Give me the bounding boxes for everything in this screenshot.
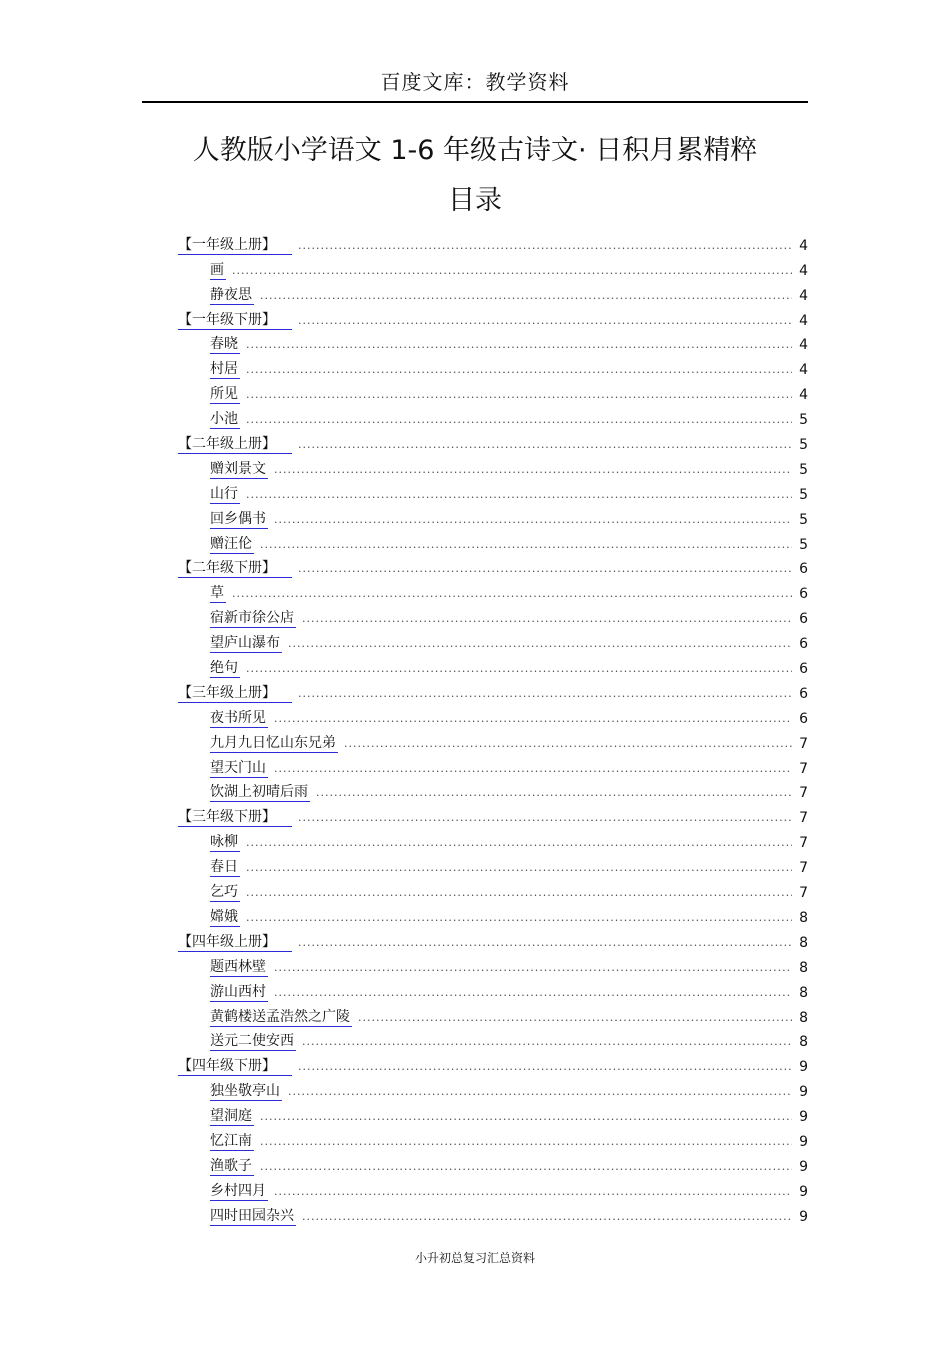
toc-entry-link[interactable]: 回乡偶书 — [210, 510, 266, 527]
toc-dot-leader — [246, 361, 792, 379]
toc-section-row — [178, 927, 808, 952]
toc-entry-link[interactable]: 游山西村 — [210, 983, 266, 1000]
toc-page-number: 7 — [799, 810, 808, 827]
toc-dot-leader — [274, 461, 792, 479]
toc-section-link[interactable]: 【一年级下册】 — [178, 311, 292, 330]
toc-entry-link[interactable]: 独坐敬亭山 — [210, 1083, 280, 1100]
toc-page-number: 4 — [799, 237, 808, 254]
toc-entry-row — [178, 753, 808, 778]
toc-dot-leader — [274, 959, 792, 977]
toc-entry-row — [178, 728, 808, 753]
toc-page-number: 8 — [799, 1009, 808, 1026]
toc-entry-link[interactable]: 绝句 — [210, 660, 238, 677]
toc-dot-leader — [316, 784, 792, 802]
toc-entry-row — [178, 1027, 808, 1052]
toc-entry-link[interactable]: 小池 — [210, 411, 238, 428]
toc-entry-row — [178, 404, 808, 429]
toc-section-row — [178, 1051, 808, 1076]
toc-dot-leader — [288, 635, 792, 653]
toc-dot-leader — [246, 336, 792, 354]
toc-page-number: 9 — [799, 1158, 808, 1175]
toc-entry-row — [178, 952, 808, 977]
toc-page-number: 5 — [799, 437, 808, 454]
toc-dot-leader — [246, 411, 792, 429]
toc-entry-row — [178, 653, 808, 678]
page-header: 百度文库：教学资料 — [380, 70, 570, 94]
toc-entry-link[interactable]: 乡村四月 — [210, 1182, 266, 1199]
toc-dot-leader — [274, 1183, 792, 1201]
toc-page-number: 9 — [799, 1109, 808, 1126]
toc-dot-leader — [260, 1158, 792, 1176]
toc-entry-row — [178, 628, 808, 653]
toc-dot-leader — [246, 884, 792, 902]
toc-page-number: 6 — [799, 710, 808, 727]
toc-entry-row — [178, 603, 808, 628]
toc-page-number: 9 — [799, 1208, 808, 1225]
toc-entry-row — [178, 1151, 808, 1176]
toc-page-number: 9 — [799, 1084, 808, 1101]
toc-entry-link[interactable]: 赠汪伦 — [210, 535, 252, 552]
toc-entry-row — [178, 504, 808, 529]
toc-page-number: 6 — [799, 685, 808, 702]
toc-entry-row — [178, 1002, 808, 1027]
toc-page-number: 6 — [799, 586, 808, 603]
toc-page-number: 9 — [799, 1183, 808, 1200]
toc-section-row — [178, 554, 808, 579]
toc-dot-leader — [274, 984, 792, 1002]
toc-dot-leader — [246, 859, 792, 877]
toc-entry-link[interactable]: 饮湖上初晴后雨 — [210, 784, 308, 801]
toc-entry-link[interactable]: 题西林壁 — [210, 958, 266, 975]
toc-entry-row — [178, 1126, 808, 1151]
toc-section-link[interactable]: 【二年级上册】 — [178, 435, 292, 454]
toc-section-row — [178, 429, 808, 454]
toc-entry-link[interactable]: 春晓 — [210, 336, 238, 353]
toc-entry-link[interactable]: 草 — [210, 585, 224, 602]
table-of-contents — [178, 230, 808, 1226]
toc-dot-leader — [260, 1108, 792, 1126]
toc-section-row — [178, 802, 808, 827]
toc-entry-link[interactable]: 咏柳 — [210, 834, 238, 851]
toc-heading: 目录 — [448, 185, 502, 216]
toc-entry-link[interactable]: 画 — [210, 261, 224, 278]
toc-page-number: 7 — [799, 785, 808, 802]
toc-page-number: 7 — [799, 885, 808, 902]
toc-entry-row — [178, 255, 808, 280]
toc-dot-leader — [344, 735, 792, 753]
toc-section-row — [178, 678, 808, 703]
toc-entry-row — [178, 1101, 808, 1126]
toc-entry-link[interactable]: 乞巧 — [210, 884, 238, 901]
toc-page-number: 7 — [799, 860, 808, 877]
toc-page-number: 4 — [799, 312, 808, 329]
toc-dot-leader — [260, 287, 792, 305]
toc-dot-leader — [232, 262, 792, 280]
toc-dot-leader — [274, 511, 792, 529]
document-title: 人教版小学语文 1-6 年级古诗文· 日积月累精粹 — [192, 135, 758, 166]
toc-page-number: 5 — [799, 511, 808, 528]
toc-page-number: 8 — [799, 934, 808, 951]
toc-entry-link[interactable]: 渔歌子 — [210, 1157, 252, 1174]
toc-entry-row — [178, 877, 808, 902]
toc-entry-row — [178, 454, 808, 479]
toc-page-number: 7 — [799, 760, 808, 777]
toc-dot-leader — [288, 1083, 792, 1101]
toc-dot-leader — [302, 610, 792, 628]
toc-entry-row — [178, 280, 808, 305]
toc-page-number: 8 — [799, 909, 808, 926]
toc-page-number: 9 — [799, 1059, 808, 1076]
toc-dot-leader — [246, 486, 792, 504]
toc-page-number: 5 — [799, 412, 808, 429]
toc-entry-row — [178, 529, 808, 554]
toc-entry-link[interactable]: 春日 — [210, 859, 238, 876]
toc-section-link[interactable]: 【三年级上册】 — [178, 684, 292, 703]
toc-dot-leader — [298, 1058, 792, 1076]
toc-dot-leader — [302, 1033, 792, 1051]
toc-section-row — [178, 305, 808, 330]
toc-page-number: 8 — [799, 959, 808, 976]
toc-section-link[interactable]: 【二年级下册】 — [178, 559, 292, 578]
toc-entry-link[interactable]: 赠刘景文 — [210, 460, 266, 477]
toc-section-link[interactable]: 【一年级上册】 — [178, 236, 292, 255]
toc-dot-leader — [260, 1133, 792, 1151]
toc-page-number: 7 — [799, 835, 808, 852]
toc-dot-leader — [246, 909, 792, 927]
toc-dot-leader — [246, 660, 792, 678]
toc-page-number: 8 — [799, 1034, 808, 1051]
toc-page-number: 6 — [799, 636, 808, 653]
toc-page-number: 6 — [799, 561, 808, 578]
toc-dot-leader — [246, 834, 792, 852]
toc-entry-link[interactable]: 夜书所见 — [210, 709, 266, 726]
toc-entry-link[interactable]: 黄鹤楼送孟浩然之广陵 — [210, 1008, 350, 1025]
toc-entry-link[interactable]: 望天门山 — [210, 759, 266, 776]
header-divider — [142, 101, 808, 103]
toc-entry-row — [178, 1201, 808, 1226]
toc-dot-leader — [298, 237, 792, 255]
toc-dot-leader — [232, 585, 792, 603]
toc-entry-link[interactable]: 九月九日忆山东兄弟 — [210, 734, 336, 751]
toc-entry-link[interactable]: 嫦娥 — [210, 908, 238, 925]
toc-page-number: 4 — [799, 387, 808, 404]
toc-dot-leader — [298, 560, 792, 578]
toc-dot-leader — [302, 1208, 792, 1226]
toc-entry-row — [178, 902, 808, 927]
toc-dot-leader — [298, 685, 792, 703]
toc-dot-leader — [274, 760, 792, 778]
toc-entry-link[interactable]: 忆江南 — [210, 1132, 252, 1149]
toc-page-number: 6 — [799, 661, 808, 678]
toc-page-number: 9 — [799, 1133, 808, 1150]
toc-dot-leader — [298, 312, 792, 330]
toc-page-number: 4 — [799, 362, 808, 379]
toc-entry-row — [178, 330, 808, 355]
toc-entry-link[interactable]: 送元二使安西 — [210, 1033, 294, 1050]
toc-page-number: 7 — [799, 735, 808, 752]
toc-entry-link[interactable]: 山行 — [210, 485, 238, 502]
toc-dot-leader — [298, 436, 792, 454]
toc-dot-leader — [298, 809, 792, 827]
toc-entry-row — [178, 1176, 808, 1201]
toc-entry-link[interactable]: 望庐山瀑布 — [210, 635, 280, 652]
toc-section-link[interactable]: 【三年级下册】 — [178, 808, 292, 827]
toc-entry-row — [178, 379, 808, 404]
toc-entry-link[interactable]: 宿新市徐公店 — [210, 610, 294, 627]
toc-entry-row — [178, 1076, 808, 1101]
toc-entry-link[interactable]: 静夜思 — [210, 286, 252, 303]
toc-entry-link[interactable]: 所见 — [210, 386, 238, 403]
toc-page-number: 8 — [799, 984, 808, 1001]
toc-entry-link[interactable]: 四时田园杂兴 — [210, 1207, 294, 1224]
toc-section-link[interactable]: 【四年级上册】 — [178, 933, 292, 952]
toc-dot-leader — [274, 710, 792, 728]
toc-entry-row — [178, 778, 808, 803]
toc-page-number: 4 — [799, 287, 808, 304]
toc-entry-row — [178, 479, 808, 504]
toc-entry-row — [178, 852, 808, 877]
toc-entry-link[interactable]: 望洞庭 — [210, 1108, 252, 1125]
toc-entry-row — [178, 354, 808, 379]
toc-entry-row — [178, 578, 808, 603]
toc-entry-row — [178, 703, 808, 728]
toc-page-number: 5 — [799, 536, 808, 553]
toc-entry-row — [178, 827, 808, 852]
page-footer: 小升初总复习汇总资料 — [414, 1251, 535, 1265]
toc-dot-leader — [298, 934, 792, 952]
toc-dot-leader — [358, 1009, 792, 1027]
toc-page-number: 4 — [799, 337, 808, 354]
toc-entry-link[interactable]: 村居 — [210, 361, 238, 378]
toc-page-number: 5 — [799, 461, 808, 478]
toc-page-number: 6 — [799, 611, 808, 628]
toc-dot-leader — [260, 536, 792, 554]
toc-section-link[interactable]: 【四年级下册】 — [178, 1057, 292, 1076]
toc-page-number: 5 — [799, 486, 808, 503]
toc-section-row — [178, 230, 808, 255]
toc-entry-row — [178, 977, 808, 1002]
toc-dot-leader — [246, 386, 792, 404]
toc-page-number: 4 — [799, 262, 808, 279]
